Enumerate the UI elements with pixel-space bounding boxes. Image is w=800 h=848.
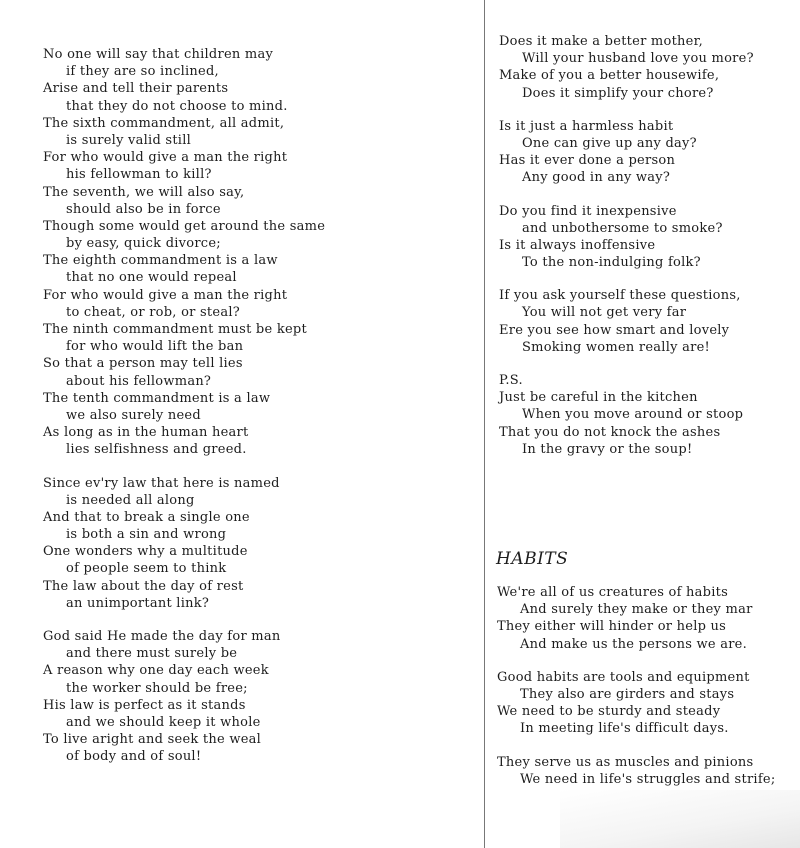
poem-line: The tenth commandment is a law <box>43 390 271 406</box>
poem-line: The eighth commandment is a law <box>43 253 278 269</box>
left-page-poem <box>43 46 463 782</box>
habits-poem <box>497 584 800 804</box>
poem-line: They either will hinder or help us <box>497 619 727 635</box>
poem-line: God said He made the day for man <box>43 629 281 644</box>
poem-line: In meeting life's difficult days. <box>520 721 729 737</box>
poem-line: His law is perfect as it stands <box>43 697 246 713</box>
poem-line: his fellowman to kill? <box>66 167 212 183</box>
poem-line: Has it ever done a person <box>499 153 676 169</box>
poem-line: that no one would repeal <box>66 270 237 286</box>
stanza <box>499 33 799 102</box>
stanza <box>499 287 799 356</box>
stanza <box>43 46 463 459</box>
poem-line: The sixth commandment, all admit, <box>43 115 285 131</box>
poem-line: for who would lift the ban <box>66 339 244 355</box>
poem-line: Does it simplify your chore? <box>522 85 714 101</box>
poem-line: Good habits are tools and equipment <box>497 669 750 685</box>
poem-line: an unimportant link? <box>66 595 210 611</box>
poem-line: of body and of soul! <box>66 749 202 765</box>
poem-line: And make us the persons we are. <box>520 636 747 652</box>
stanza <box>43 628 463 766</box>
poem-line: Any good in any way? <box>522 170 671 186</box>
poem-line: And that to break a single one <box>43 509 250 525</box>
poem-line: The seventh, we will also say, <box>43 184 245 200</box>
poem-line: They serve us as muscles and pinions <box>497 754 754 770</box>
poem-line: When you move around or stoop <box>522 407 744 423</box>
poem-line: should also be in force <box>66 201 221 217</box>
poem-line: we also surely need <box>66 407 201 423</box>
poem-line: Does it make a better mother, <box>499 34 704 49</box>
poem-line: Ere you see how smart and lovely <box>499 322 730 338</box>
poem-line: Arise and tell their parents <box>43 81 229 97</box>
poem-line: For who would give a man the right <box>43 150 288 166</box>
poem-line: is needed all along <box>66 492 195 508</box>
stanza <box>499 203 799 272</box>
poem-line: The ninth commandment must be kept <box>43 322 307 337</box>
stanza <box>497 584 800 653</box>
poem-line: To live aright and seek the weal <box>43 732 262 748</box>
poem-line: that they do not choose to mind. <box>66 98 288 114</box>
poem-line: and we should keep it whole <box>66 714 261 730</box>
poem-line: Smoking women really are! <box>522 339 710 355</box>
poem-line: Make of you a better housewife, <box>499 68 720 84</box>
poem-line: If you ask yourself these questions, <box>499 288 741 304</box>
poem-line: For who would give a man the right <box>43 287 288 303</box>
poem-line: Just be careful in the kitchen <box>499 390 698 406</box>
poem-line: We need in life's struggles and strife; <box>520 771 776 787</box>
poem-line: One wonders why a multitude <box>43 544 248 560</box>
stanza <box>43 475 463 613</box>
poem-line: And surely they make or they mar <box>520 602 753 618</box>
poem-line: In the gravy or the soup! <box>522 441 693 457</box>
poem-title: HABITS <box>496 549 569 569</box>
poem-line: No one will say that children may <box>43 47 274 62</box>
poem-line: Though some would get around the same <box>43 218 326 234</box>
poem-line: if they are so inclined, <box>66 64 219 80</box>
page-gutter-divider <box>484 0 485 848</box>
poem-line: Since ev'ry law that here is named <box>43 475 280 491</box>
stanza <box>497 669 800 738</box>
poem-line: lies selfishness and greed. <box>66 442 247 458</box>
poem-line: of people seem to think <box>66 561 227 577</box>
right-page-poem <box>499 33 799 474</box>
poem-line: is surely valid still <box>66 132 192 148</box>
stanza <box>497 754 800 788</box>
stanza-postscript <box>499 372 799 458</box>
poem-line: They also are girders and stays <box>520 686 735 702</box>
poem-line: and there must surely be <box>66 646 238 662</box>
poem-line: As long as in the human heart <box>43 425 249 441</box>
poem-line: The law about the day of rest <box>43 578 244 594</box>
poem-line: You will not get very far <box>522 305 687 321</box>
poem-line: to cheat, or rob, or steal? <box>66 304 240 320</box>
stanza <box>499 118 799 187</box>
poem-line: is both a sin and wrong <box>66 527 227 543</box>
poem-line: and unbothersome to smoke? <box>522 220 723 236</box>
poem-line: by easy, quick divorce; <box>66 236 221 252</box>
poem-line: A reason why one day each week <box>43 663 269 679</box>
poem-line: To the non-indulging folk? <box>522 255 701 271</box>
poem-line: Do you find it inexpensive <box>499 203 677 219</box>
poem-line: Is it just a harmless habit <box>499 118 674 134</box>
postscript-label: P.S. <box>499 373 523 388</box>
poem-line: That you do not knock the ashes <box>499 424 721 440</box>
poem-line: We need to be sturdy and steady <box>497 704 721 720</box>
poem-line: Will your husband love you more? <box>522 51 754 67</box>
poem-line: So that a person may tell lies <box>43 356 243 372</box>
poem-line: Is it always inoffensive <box>499 237 656 253</box>
poem-line: We're all of us creatures of habits <box>497 585 729 600</box>
poem-line: One can give up any day? <box>522 135 697 151</box>
poem-line: about his fellowman? <box>66 373 212 389</box>
poem-line: the worker should be free; <box>66 680 248 696</box>
